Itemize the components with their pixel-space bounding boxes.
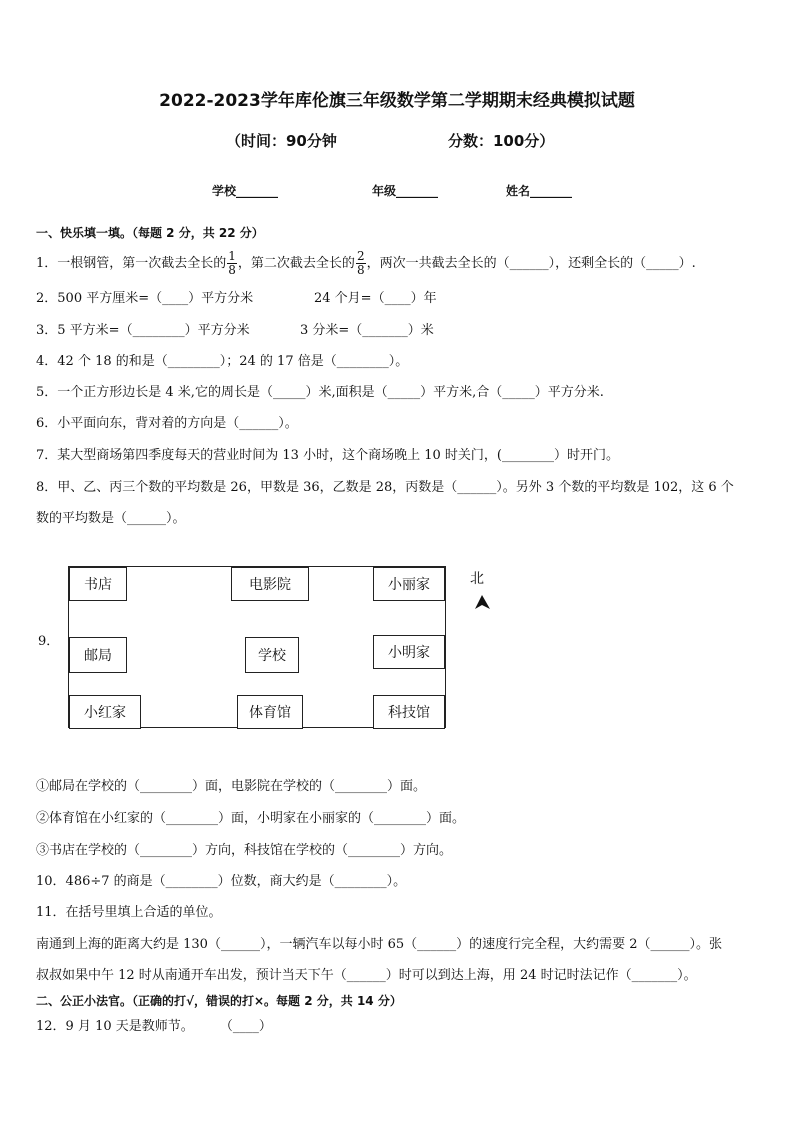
q1-text-2: ，第二次截去全长的 <box>237 256 355 271</box>
fraction-2 <box>356 250 366 277</box>
school-field[interactable]: 学校_______ <box>212 184 279 198</box>
exam-subtitle <box>0 130 794 152</box>
place-science-museum: 科技馆 <box>373 695 445 729</box>
question-11-line-1: 11．在括号里填上合适的单位。 <box>36 905 222 920</box>
grade-field[interactable]: 年级_______ <box>372 184 439 198</box>
page-title: 2022-2023学年库伦旗三年级数学第二学期期末经典模拟试题 <box>159 91 635 111</box>
place-bookstore: 书店 <box>69 567 127 601</box>
question-4: 4．42 个 18 的和是（________）；24 的 17 倍是（________）。 <box>36 354 409 369</box>
exam-time: （时间：90分钟 <box>226 132 337 150</box>
fraction-2-numerator: 2 <box>356 249 365 263</box>
exam-score: 分数：100分） <box>448 132 555 150</box>
q12-text: 12．9 月 10 天是教师节。 <box>36 1019 194 1034</box>
question-5: 5．一个正方形边长是 4 米,它的周长是（_____）米,面积是（_____）平方米,合（_____）平方分米. <box>36 385 604 400</box>
question-9-sub-3: ③书店在学校的（________）方向，科技馆在学校的（________）方向。 <box>36 843 453 858</box>
question-8-line-1: 8．甲、乙、丙三个数的平均数是 26，甲数是 36，乙数是 28，丙数是（______）。另外 3 个数的平均数是 102，这 6 个 <box>36 480 734 495</box>
place-xiaoming-home: 小明家 <box>373 635 445 669</box>
question-11-line-2: 南通到上海的距离大约是 130（______），一辆汽车以每小时 65（______）的速度行完全程，大约需要 2（______）。张 <box>36 937 723 952</box>
place-gym: 体育馆 <box>237 695 303 729</box>
section-2-title: 二、公正小法官。（正确的打√，错误的打×。每题 2 分，共 14 分） <box>36 994 402 1008</box>
place-post-office: 邮局 <box>69 637 127 673</box>
question-3b: 3 分米=（_______）米 <box>300 323 434 338</box>
place-xiaoli-home: 小丽家 <box>373 567 445 601</box>
question-7: 7．某大型商场第四季度每天的营业时间为 13 小时，这个商场晚上 10 时关门，(________）时开门。 <box>36 448 619 463</box>
direction-map <box>68 566 446 728</box>
name-field[interactable]: 姓名_______ <box>506 184 573 198</box>
fraction-1-numerator: 1 <box>228 249 236 263</box>
section-1-title: 一、快乐填一填。（每题 2 分，共 22 分） <box>36 226 264 240</box>
place-school: 学校 <box>245 637 299 673</box>
q1-text-1: 1．一根钢管，第一次截去全长的 <box>36 256 227 271</box>
question-6: 6．小平面向东，背对着的方向是（______）。 <box>36 416 298 431</box>
q12-answer-blank[interactable]: （____） <box>219 1019 272 1034</box>
fraction-2-denominator: 8 <box>356 263 365 277</box>
question-2b: 24 个月=（____）年 <box>314 291 437 306</box>
fraction-1 <box>227 250 237 277</box>
question-9-sub-1: ①邮局在学校的（________）面，电影院在学校的（________）面。 <box>36 779 427 794</box>
question-10: 10．486÷7 的商是（________）位数，商大约是（________）。 <box>36 874 407 889</box>
north-arrow-icon <box>474 594 492 612</box>
question-8-line-2: 数的平均数是（______）。 <box>36 511 186 526</box>
fraction-1-denominator: 8 <box>228 263 236 277</box>
q1-text-3: ，两次一共截去全长的（______），还剩全长的（_____）. <box>366 256 696 271</box>
question-11-line-3: 叔叔如果中午 12 时从南通开车出发，预计当天下午（______）时可以到达上海，用 24 时记时法记作（_______）。 <box>36 968 697 983</box>
question-9-number: 9． <box>38 634 60 649</box>
place-xiaohong-home: 小红家 <box>69 695 141 729</box>
question-9-sub-2: ②体育馆在小红家的（________）面，小明家在小丽家的（________）面。 <box>36 811 466 826</box>
place-cinema: 电影院 <box>231 567 309 601</box>
question-12 <box>36 1018 272 1036</box>
question-3a: 3．5 平方米=（________）平方分米 <box>36 323 250 338</box>
question-2a: 2．500 平方厘米=（____）平方分米 <box>36 291 254 306</box>
north-label: 北 <box>470 571 484 587</box>
question-1 <box>36 250 696 278</box>
